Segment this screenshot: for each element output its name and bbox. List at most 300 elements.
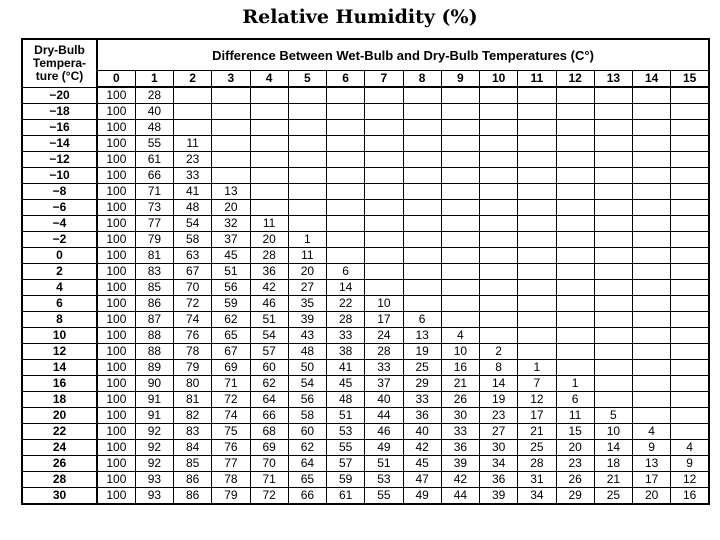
- humidity-cell: [250, 136, 288, 152]
- humidity-cell: 6: [327, 264, 365, 280]
- humidity-cell: 100: [97, 152, 135, 168]
- humidity-cell: [671, 104, 709, 120]
- humidity-cell: [594, 232, 632, 248]
- humidity-cell: [441, 87, 479, 104]
- humidity-cell: 29: [556, 488, 594, 505]
- humidity-cell: 79: [174, 360, 212, 376]
- humidity-cell: 48: [174, 200, 212, 216]
- humidity-cell: 20: [288, 264, 326, 280]
- humidity-cell: [403, 120, 441, 136]
- humidity-cell: 32: [212, 216, 250, 232]
- humidity-cell: [594, 200, 632, 216]
- humidity-cell: [288, 136, 326, 152]
- humidity-cell: 2: [480, 344, 518, 360]
- table-row: [22, 216, 709, 232]
- humidity-cell: [633, 280, 671, 296]
- difference-column-12: 12: [556, 71, 594, 88]
- table-row: [22, 440, 709, 456]
- humidity-cell: 13: [403, 328, 441, 344]
- humidity-cell: 57: [250, 344, 288, 360]
- humidity-cell: [556, 264, 594, 280]
- humidity-cell: 11: [288, 248, 326, 264]
- humidity-cell: 77: [135, 216, 173, 232]
- humidity-cell: [250, 120, 288, 136]
- humidity-cell: 61: [327, 488, 365, 505]
- humidity-cell: [480, 184, 518, 200]
- humidity-cell: [594, 248, 632, 264]
- humidity-cell: [518, 248, 556, 264]
- humidity-cell: [633, 312, 671, 328]
- humidity-cell: 76: [174, 328, 212, 344]
- humidity-cell: [518, 280, 556, 296]
- humidity-cell: 100: [97, 424, 135, 440]
- humidity-cell: 83: [135, 264, 173, 280]
- humidity-cell: [441, 312, 479, 328]
- humidity-cell: [441, 296, 479, 312]
- humidity-cell: [518, 264, 556, 280]
- humidity-cell: 100: [97, 472, 135, 488]
- humidity-cell: [594, 216, 632, 232]
- humidity-cell: 39: [480, 488, 518, 505]
- humidity-cell: [518, 344, 556, 360]
- humidity-cell: 100: [97, 200, 135, 216]
- humidity-cell: [671, 296, 709, 312]
- difference-column-14: 14: [633, 71, 671, 88]
- table-row: [22, 360, 709, 376]
- humidity-cell: 100: [97, 344, 135, 360]
- humidity-cell: [403, 216, 441, 232]
- table-row: [22, 136, 709, 152]
- humidity-cell: 100: [97, 280, 135, 296]
- humidity-cell: [250, 87, 288, 104]
- humidity-cell: [365, 200, 403, 216]
- chart-title: Relative Humidity (%): [242, 6, 478, 28]
- humidity-cell: 26: [556, 472, 594, 488]
- humidity-cell: 6: [556, 392, 594, 408]
- dry-bulb-temp-cell: −8: [22, 184, 97, 200]
- humidity-cell: 86: [174, 472, 212, 488]
- humidity-cell: [671, 376, 709, 392]
- humidity-cell: 38: [327, 344, 365, 360]
- humidity-cell: 17: [633, 472, 671, 488]
- humidity-cell: [365, 136, 403, 152]
- humidity-cell: [556, 168, 594, 184]
- humidity-cell: 100: [97, 184, 135, 200]
- humidity-cell: [633, 232, 671, 248]
- table-row: [22, 264, 709, 280]
- humidity-cell: [403, 248, 441, 264]
- humidity-cell: 23: [480, 408, 518, 424]
- humidity-cell: 27: [288, 280, 326, 296]
- humidity-cell: 66: [250, 408, 288, 424]
- humidity-cell: 65: [212, 328, 250, 344]
- humidity-cell: [594, 264, 632, 280]
- dry-bulb-temp-cell: −18: [22, 104, 97, 120]
- humidity-cell: [671, 392, 709, 408]
- humidity-cell: 1: [556, 376, 594, 392]
- dry-bulb-temp-cell: −12: [22, 152, 97, 168]
- humidity-cell: [250, 184, 288, 200]
- humidity-cell: [403, 87, 441, 104]
- humidity-cell: [556, 152, 594, 168]
- dry-bulb-temp-cell: −14: [22, 136, 97, 152]
- humidity-cell: [480, 328, 518, 344]
- humidity-cell: 11: [250, 216, 288, 232]
- humidity-cell: [441, 232, 479, 248]
- humidity-cell: [518, 232, 556, 248]
- dry-bulb-temp-cell: 30: [22, 488, 97, 505]
- humidity-cell: [327, 200, 365, 216]
- difference-column-row: [22, 71, 709, 88]
- humidity-cell: 100: [97, 488, 135, 505]
- humidity-cell: 42: [441, 472, 479, 488]
- caption-row: [22, 39, 709, 71]
- humidity-cell: 64: [288, 456, 326, 472]
- humidity-cell: [480, 232, 518, 248]
- humidity-cell: [594, 168, 632, 184]
- dry-bulb-temp-cell: 18: [22, 392, 97, 408]
- humidity-cell: [671, 120, 709, 136]
- humidity-cell: [518, 152, 556, 168]
- humidity-cell: [633, 104, 671, 120]
- humidity-cell: 62: [250, 376, 288, 392]
- dry-bulb-temp-cell: −16: [22, 120, 97, 136]
- humidity-cell: 10: [365, 296, 403, 312]
- humidity-cell: [365, 104, 403, 120]
- humidity-cell: [327, 87, 365, 104]
- humidity-cell: [518, 184, 556, 200]
- humidity-cell: 55: [327, 440, 365, 456]
- humidity-cell: [556, 136, 594, 152]
- humidity-cell: 25: [403, 360, 441, 376]
- humidity-cell: 28: [135, 87, 173, 104]
- humidity-cell: 40: [135, 104, 173, 120]
- humidity-cell: 63: [174, 248, 212, 264]
- humidity-cell: [365, 216, 403, 232]
- humidity-cell: 13: [212, 184, 250, 200]
- humidity-cell: [365, 87, 403, 104]
- humidity-cell: 89: [135, 360, 173, 376]
- humidity-cell: 58: [174, 232, 212, 248]
- humidity-cell: 8: [480, 360, 518, 376]
- humidity-cell: [556, 87, 594, 104]
- humidity-cell: 44: [441, 488, 479, 505]
- humidity-cell: 36: [403, 408, 441, 424]
- humidity-cell: [671, 87, 709, 104]
- humidity-cell: 54: [250, 328, 288, 344]
- humidity-cell: [441, 200, 479, 216]
- humidity-cell: [212, 87, 250, 104]
- humidity-cell: 49: [365, 440, 403, 456]
- table-row: [22, 120, 709, 136]
- humidity-cell: [671, 184, 709, 200]
- humidity-cell: 36: [441, 440, 479, 456]
- table-row: [22, 312, 709, 328]
- humidity-cell: [441, 168, 479, 184]
- table-body: [22, 87, 709, 504]
- dry-bulb-temp-cell: 8: [22, 312, 97, 328]
- humidity-cell: 56: [288, 392, 326, 408]
- humidity-cell: 25: [594, 488, 632, 505]
- table-row: [22, 184, 709, 200]
- humidity-cell: 100: [97, 376, 135, 392]
- humidity-cell: 100: [97, 312, 135, 328]
- humidity-cell: [441, 216, 479, 232]
- difference-column-1: 1: [135, 71, 173, 88]
- humidity-cell: 70: [174, 280, 212, 296]
- humidity-cell: 9: [671, 456, 709, 472]
- humidity-cell: 100: [97, 264, 135, 280]
- humidity-cell: [594, 280, 632, 296]
- humidity-cell: 11: [174, 136, 212, 152]
- humidity-cell: 22: [327, 296, 365, 312]
- humidity-cell: [671, 216, 709, 232]
- humidity-cell: 21: [518, 424, 556, 440]
- humidity-cell: 73: [135, 200, 173, 216]
- humidity-cell: 10: [441, 344, 479, 360]
- humidity-cell: [441, 280, 479, 296]
- humidity-cell: [556, 344, 594, 360]
- humidity-cell: 39: [288, 312, 326, 328]
- humidity-cell: [518, 104, 556, 120]
- humidity-cell: [365, 184, 403, 200]
- dry-bulb-temp-cell: 22: [22, 424, 97, 440]
- dry-bulb-temp-cell: −10: [22, 168, 97, 184]
- humidity-cell: [556, 328, 594, 344]
- humidity-cell: [480, 120, 518, 136]
- humidity-cell: 46: [250, 296, 288, 312]
- humidity-cell: [480, 280, 518, 296]
- humidity-cell: [671, 344, 709, 360]
- humidity-cell: 90: [135, 376, 173, 392]
- dry-bulb-temp-cell: 28: [22, 472, 97, 488]
- humidity-cell: 51: [365, 456, 403, 472]
- humidity-cell: 100: [97, 456, 135, 472]
- humidity-cell: 93: [135, 472, 173, 488]
- difference-column-0: 0: [97, 71, 135, 88]
- humidity-cell: [288, 184, 326, 200]
- humidity-cell: 15: [556, 424, 594, 440]
- humidity-cell: [633, 136, 671, 152]
- humidity-cell: 24: [365, 328, 403, 344]
- humidity-cell: [365, 168, 403, 184]
- humidity-cell: [480, 136, 518, 152]
- humidity-cell: [212, 136, 250, 152]
- humidity-cell: 100: [97, 136, 135, 152]
- humidity-cell: [633, 264, 671, 280]
- humidity-cell: [288, 87, 326, 104]
- humidity-cell: [594, 312, 632, 328]
- humidity-cell: 57: [327, 456, 365, 472]
- humidity-cell: [403, 200, 441, 216]
- humidity-cell: 81: [135, 248, 173, 264]
- humidity-cell: 39: [441, 456, 479, 472]
- table-row: [22, 488, 709, 505]
- humidity-cell: 41: [327, 360, 365, 376]
- humidity-cell: 4: [671, 440, 709, 456]
- humidity-cell: [365, 152, 403, 168]
- table-row: [22, 344, 709, 360]
- humidity-cell: 47: [403, 472, 441, 488]
- dry-bulb-temp-cell: 16: [22, 376, 97, 392]
- table-row: [22, 87, 709, 104]
- humidity-cell: 20: [556, 440, 594, 456]
- humidity-cell: 70: [250, 456, 288, 472]
- humidity-cell: [633, 376, 671, 392]
- difference-column-3: 3: [212, 71, 250, 88]
- humidity-cell: 34: [480, 456, 518, 472]
- dry-bulb-temp-cell: −2: [22, 232, 97, 248]
- humidity-cell: 54: [288, 376, 326, 392]
- humidity-cell: [480, 264, 518, 280]
- humidity-cell: [556, 248, 594, 264]
- humidity-cell: [518, 200, 556, 216]
- humidity-cell: [212, 168, 250, 184]
- humidity-cell: [671, 312, 709, 328]
- humidity-cell: 76: [212, 440, 250, 456]
- table-row: [22, 424, 709, 440]
- humidity-cell: 49: [403, 488, 441, 505]
- humidity-cell: [327, 136, 365, 152]
- humidity-cell: [212, 152, 250, 168]
- humidity-cell: [633, 168, 671, 184]
- humidity-cell: 78: [174, 344, 212, 360]
- humidity-cell: 45: [403, 456, 441, 472]
- humidity-cell: 72: [212, 392, 250, 408]
- humidity-cell: [365, 264, 403, 280]
- difference-column-5: 5: [288, 71, 326, 88]
- humidity-cell: 44: [365, 408, 403, 424]
- table-row: [22, 200, 709, 216]
- humidity-cell: 1: [288, 232, 326, 248]
- humidity-cell: 71: [212, 376, 250, 392]
- humidity-cell: 78: [212, 472, 250, 488]
- humidity-cell: 25: [518, 440, 556, 456]
- humidity-cell: 62: [288, 440, 326, 456]
- humidity-cell: 72: [250, 488, 288, 505]
- humidity-cell: 17: [518, 408, 556, 424]
- humidity-cell: 100: [97, 120, 135, 136]
- humidity-cell: [288, 104, 326, 120]
- humidity-cell: [671, 408, 709, 424]
- humidity-cell: [518, 216, 556, 232]
- humidity-cell: 48: [288, 344, 326, 360]
- humidity-cell: [594, 392, 632, 408]
- humidity-cell: 54: [174, 216, 212, 232]
- humidity-cell: 9: [633, 440, 671, 456]
- humidity-cell: [633, 392, 671, 408]
- humidity-cell: 71: [250, 472, 288, 488]
- humidity-cell: 68: [250, 424, 288, 440]
- humidity-cell: [403, 184, 441, 200]
- humidity-cell: 7: [518, 376, 556, 392]
- humidity-cell: 20: [250, 232, 288, 248]
- humidity-cell: 80: [174, 376, 212, 392]
- humidity-cell: [403, 104, 441, 120]
- humidity-cell: 37: [212, 232, 250, 248]
- humidity-cell: 69: [212, 360, 250, 376]
- humidity-cell: [365, 120, 403, 136]
- humidity-cell: [403, 232, 441, 248]
- humidity-cell: [633, 296, 671, 312]
- humidity-cell: [518, 120, 556, 136]
- humidity-cell: 100: [97, 248, 135, 264]
- humidity-cell: 23: [556, 456, 594, 472]
- humidity-cell: [671, 264, 709, 280]
- humidity-cell: [556, 184, 594, 200]
- humidity-cell: 74: [174, 312, 212, 328]
- humidity-cell: [633, 328, 671, 344]
- humidity-cell: 30: [480, 440, 518, 456]
- humidity-cell: [556, 360, 594, 376]
- humidity-cell: 100: [97, 440, 135, 456]
- humidity-cell: 100: [97, 216, 135, 232]
- humidity-cell: 28: [327, 312, 365, 328]
- humidity-cell: 19: [403, 344, 441, 360]
- table-row: [22, 456, 709, 472]
- humidity-cell: [403, 296, 441, 312]
- humidity-cell: [327, 232, 365, 248]
- humidity-cell: 33: [174, 168, 212, 184]
- humidity-cell: 71: [135, 184, 173, 200]
- humidity-cell: 1: [518, 360, 556, 376]
- humidity-cell: [633, 184, 671, 200]
- humidity-cell: 48: [135, 120, 173, 136]
- humidity-cell: 33: [365, 360, 403, 376]
- humidity-cell: 84: [174, 440, 212, 456]
- humidity-cell: 5: [594, 408, 632, 424]
- humidity-cell: 6: [403, 312, 441, 328]
- dry-bulb-temp-cell: 6: [22, 296, 97, 312]
- humidity-cell: 28: [250, 248, 288, 264]
- difference-column-7: 7: [365, 71, 403, 88]
- humidity-cell: [365, 232, 403, 248]
- humidity-cell: [594, 344, 632, 360]
- table-row: [22, 104, 709, 120]
- humidity-cell: 75: [212, 424, 250, 440]
- humidity-cell: [403, 264, 441, 280]
- humidity-cell: 92: [135, 424, 173, 440]
- humidity-cell: 16: [671, 488, 709, 505]
- humidity-cell: [480, 312, 518, 328]
- humidity-cell: 45: [327, 376, 365, 392]
- humidity-cell: [403, 152, 441, 168]
- humidity-cell: [174, 120, 212, 136]
- humidity-cell: 100: [97, 168, 135, 184]
- humidity-cell: 67: [174, 264, 212, 280]
- humidity-cell: 88: [135, 328, 173, 344]
- humidity-cell: 81: [174, 392, 212, 408]
- humidity-cell: [633, 120, 671, 136]
- humidity-cell: [518, 296, 556, 312]
- humidity-cell: [174, 87, 212, 104]
- humidity-cell: 50: [288, 360, 326, 376]
- humidity-cell: [288, 168, 326, 184]
- humidity-cell: [556, 104, 594, 120]
- humidity-cell: [288, 152, 326, 168]
- humidity-cell: [594, 136, 632, 152]
- dry-bulb-temp-cell: −20: [22, 87, 97, 104]
- humidity-cell: 60: [288, 424, 326, 440]
- difference-header: Difference Between Wet-Bulb and Dry-Bulb Temperatures (C°): [97, 39, 709, 71]
- table-row: [22, 376, 709, 392]
- dry-bulb-temp-cell: −4: [22, 216, 97, 232]
- humidity-cell: 20: [212, 200, 250, 216]
- humidity-cell: 58: [288, 408, 326, 424]
- humidity-cell: 55: [135, 136, 173, 152]
- humidity-cell: 28: [518, 456, 556, 472]
- dry-bulb-temp-cell: 4: [22, 280, 97, 296]
